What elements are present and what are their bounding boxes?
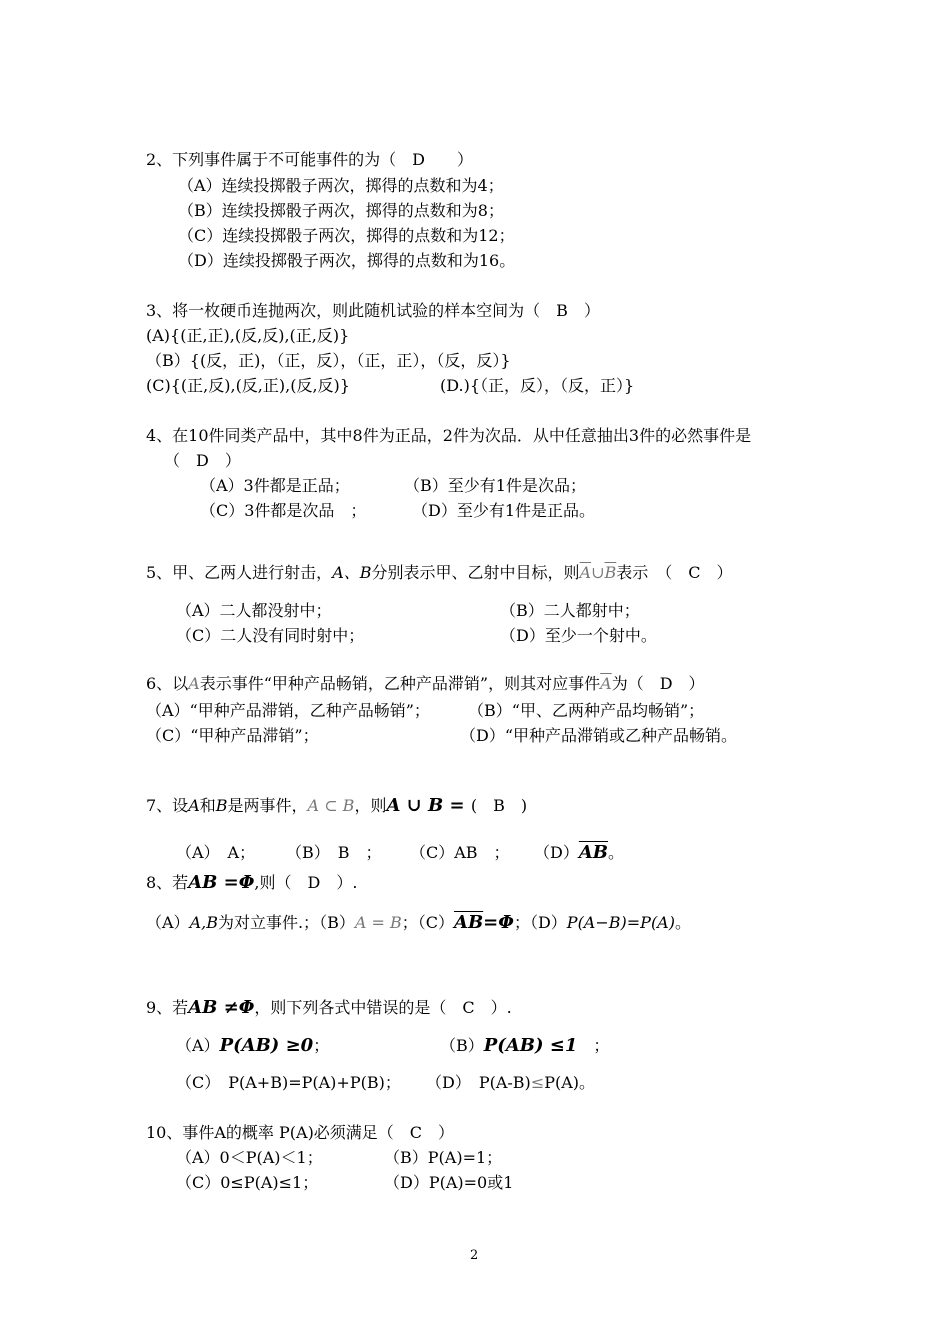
q3-option-d: (D.){（正，反），（反，正）} <box>440 376 635 395</box>
q3-option-a: (A){(正,正),(反,反),(正,反)} <box>146 326 350 345</box>
q10-option-a: （A）0＜P(A)＜1； <box>176 1148 323 1167</box>
q8-option-d-post: 。 <box>674 913 691 932</box>
q7-a: A <box>188 796 200 815</box>
q5-option-a: （A）二人都没射中； <box>176 601 332 620</box>
q8-pre: 8、若 <box>146 873 189 892</box>
q9-option-b-post: ； <box>577 1036 610 1055</box>
q2-option-d: （D）连续投掷骰子两次，掷得的点数和为16。 <box>178 251 516 270</box>
q7-option-c: （C）AB ； <box>410 843 510 862</box>
q4-option-d: （D）至少有1件是正品。 <box>412 501 596 520</box>
q9-stem <box>146 998 512 1018</box>
page-number: 2 <box>470 1248 479 1263</box>
q2-option-a: （A）连续投掷骰子两次，掷得的点数和为4； <box>178 176 504 195</box>
q2-option-b: （B）连续投掷骰子两次，掷得的点数和为8； <box>178 201 504 220</box>
q9-option-a-expr: P(AB) ≥0 <box>219 1035 314 1056</box>
q5-post: 表示 （ C ） <box>616 563 733 582</box>
q8-option-c-post: ； <box>513 913 530 932</box>
q5-option-d: （D）至少一个射中。 <box>500 626 657 645</box>
q9-option-d-label: （D） P(A-B) <box>426 1073 531 1092</box>
q5-option-b: （B）二人都射中； <box>500 601 640 620</box>
q5-stem <box>146 563 733 583</box>
q9-pre: 9、若 <box>146 998 189 1017</box>
q4-stem: 4、在10件同类产品中，其中8件为正品，2件为次品．从中任意抽出3件的必然事件是 <box>146 426 752 445</box>
q8-option-d-expr: P(A−B)=P(A) <box>566 913 675 932</box>
q8-post: ,则（ D ）. <box>254 873 358 892</box>
q8-option-b-post: ； <box>401 913 418 932</box>
q6-mid: 表示事件“甲种产品畅销，乙种产品滞销”，则其对应事件 <box>199 674 601 693</box>
q5-option-c: （C）二人没有同时射中； <box>176 626 365 645</box>
q7-pre: 7、设 <box>146 796 189 815</box>
q8-expr: AB =Φ <box>188 872 255 893</box>
q5-mid: 分别表示甲、乙射中目标，则 <box>371 563 580 582</box>
q9-option-b-expr: P(AB) ≤1 <box>483 1035 578 1056</box>
q7-option-d-expr: $\overline{AB}$ <box>578 842 609 863</box>
q3-option-b: （B）{(反，正)，（正，反），（正，正），（反，反）} <box>146 351 511 370</box>
q5-sym-b: $\overline{B}$ <box>604 563 617 582</box>
q6-option-d: （D）“甲种产品滞销或乙种产品畅销。 <box>460 726 738 745</box>
q10-option-b: （B）P(A)=1； <box>384 1148 503 1167</box>
q4-option-b: （B）至少有1件是次品； <box>404 476 586 495</box>
q5-sym-a: $\overline{A}$ <box>579 563 592 582</box>
q3-stem: 3、将一枚硬币连抛两次，则此随机试验的样本空间为（ B ） <box>146 301 600 320</box>
q8-option-c-eq: =Φ <box>483 912 514 933</box>
q10-option-c: （C）0≤P(A)≤1； <box>176 1173 319 1192</box>
q5-pre: 5、甲、乙两人进行射击， <box>146 563 333 582</box>
q7-subset-expr: A ⊂ B <box>307 796 355 815</box>
q9-option-b <box>440 1036 609 1056</box>
q5-sym-cup: ∪ <box>591 563 605 582</box>
q9-option-c: （C） P(A+B)=P(A)+P(B)； <box>176 1073 401 1092</box>
q8-stem <box>146 873 357 893</box>
q9-option-d <box>426 1073 595 1093</box>
q9-option-a-label: （A） <box>176 1036 220 1055</box>
q8-option-a-text: 为对立事件.； <box>217 913 320 932</box>
q6-stem <box>146 674 705 694</box>
q9-option-a <box>176 1036 329 1056</box>
q7-option-d <box>534 843 624 863</box>
q7-union-expr: A ∪ B = <box>386 795 471 816</box>
q10-stem: 10、事件A的概率 P(A)必须满足（ C ） <box>146 1123 455 1142</box>
q8-options <box>146 913 691 933</box>
q4-option-c: （C）3件都是次品 ； <box>200 501 367 520</box>
q7-option-d-post: 。 <box>608 843 625 862</box>
q7-option-a: （A） A； <box>176 843 256 862</box>
q6-sym-complement: $\overline{A}$ <box>600 674 612 693</box>
q7-then: ，则 <box>354 796 387 815</box>
q8-option-a-label: （A） <box>146 913 190 932</box>
q7-and: 和 <box>199 796 216 815</box>
q6-option-a: （A）“甲种产品滞销，乙种产品畅销”； <box>146 701 430 720</box>
q5-events: A、B <box>332 563 372 582</box>
q3-option-c: (C){(正,反),(反,正),(反,反)} <box>146 376 350 395</box>
q6-pre: 6、以 <box>146 674 189 693</box>
q7-option-b: （B） B ； <box>286 843 382 862</box>
q6-option-b: （B）“甲、乙两种产品均畅销”； <box>468 701 705 720</box>
q9-expr: AB ≠Φ <box>188 997 255 1018</box>
q6-sym: A <box>188 674 200 693</box>
q9-option-b-label: （B） <box>440 1036 484 1055</box>
q8-option-d-label: （D） <box>529 913 567 932</box>
q9-option-d-le: ≤ <box>530 1073 545 1092</box>
q7-mid: 是两事件， <box>227 796 308 815</box>
q7-option-d-label: （D） <box>534 843 579 862</box>
q6-post: 为（ D ） <box>611 674 705 693</box>
q7-stem <box>146 796 527 816</box>
q4-answer: （ D ） <box>164 451 241 470</box>
q6-option-c: （C）“甲种产品滞销”； <box>146 726 319 745</box>
q4-option-a: （A）3件都是正品； <box>200 476 350 495</box>
q8-option-c-expr: $\overline{AB}$ <box>453 912 484 933</box>
q7-b: B <box>215 796 228 815</box>
q8-option-b-expr: A = B <box>354 913 402 932</box>
q9-option-d-post: P(A)。 <box>544 1073 596 1092</box>
q8-option-c-label: （C） <box>417 913 454 932</box>
q8-option-b-label: （B） <box>319 913 355 932</box>
q2-stem: 2、下列事件属于不可能事件的为（ D ） <box>146 150 474 169</box>
q9-option-a-post: ； <box>313 1036 330 1055</box>
q9-post: ，则下列各式中错误的是（ C ）. <box>254 998 512 1017</box>
q8-option-a-events: A,B <box>189 913 218 932</box>
q2-option-c: （C）连续投掷骰子两次，掷得的点数和为12； <box>178 226 515 245</box>
q10-option-d: （D）P(A)=0或1 <box>384 1173 514 1192</box>
q7-answer: ( B ) <box>470 796 528 815</box>
